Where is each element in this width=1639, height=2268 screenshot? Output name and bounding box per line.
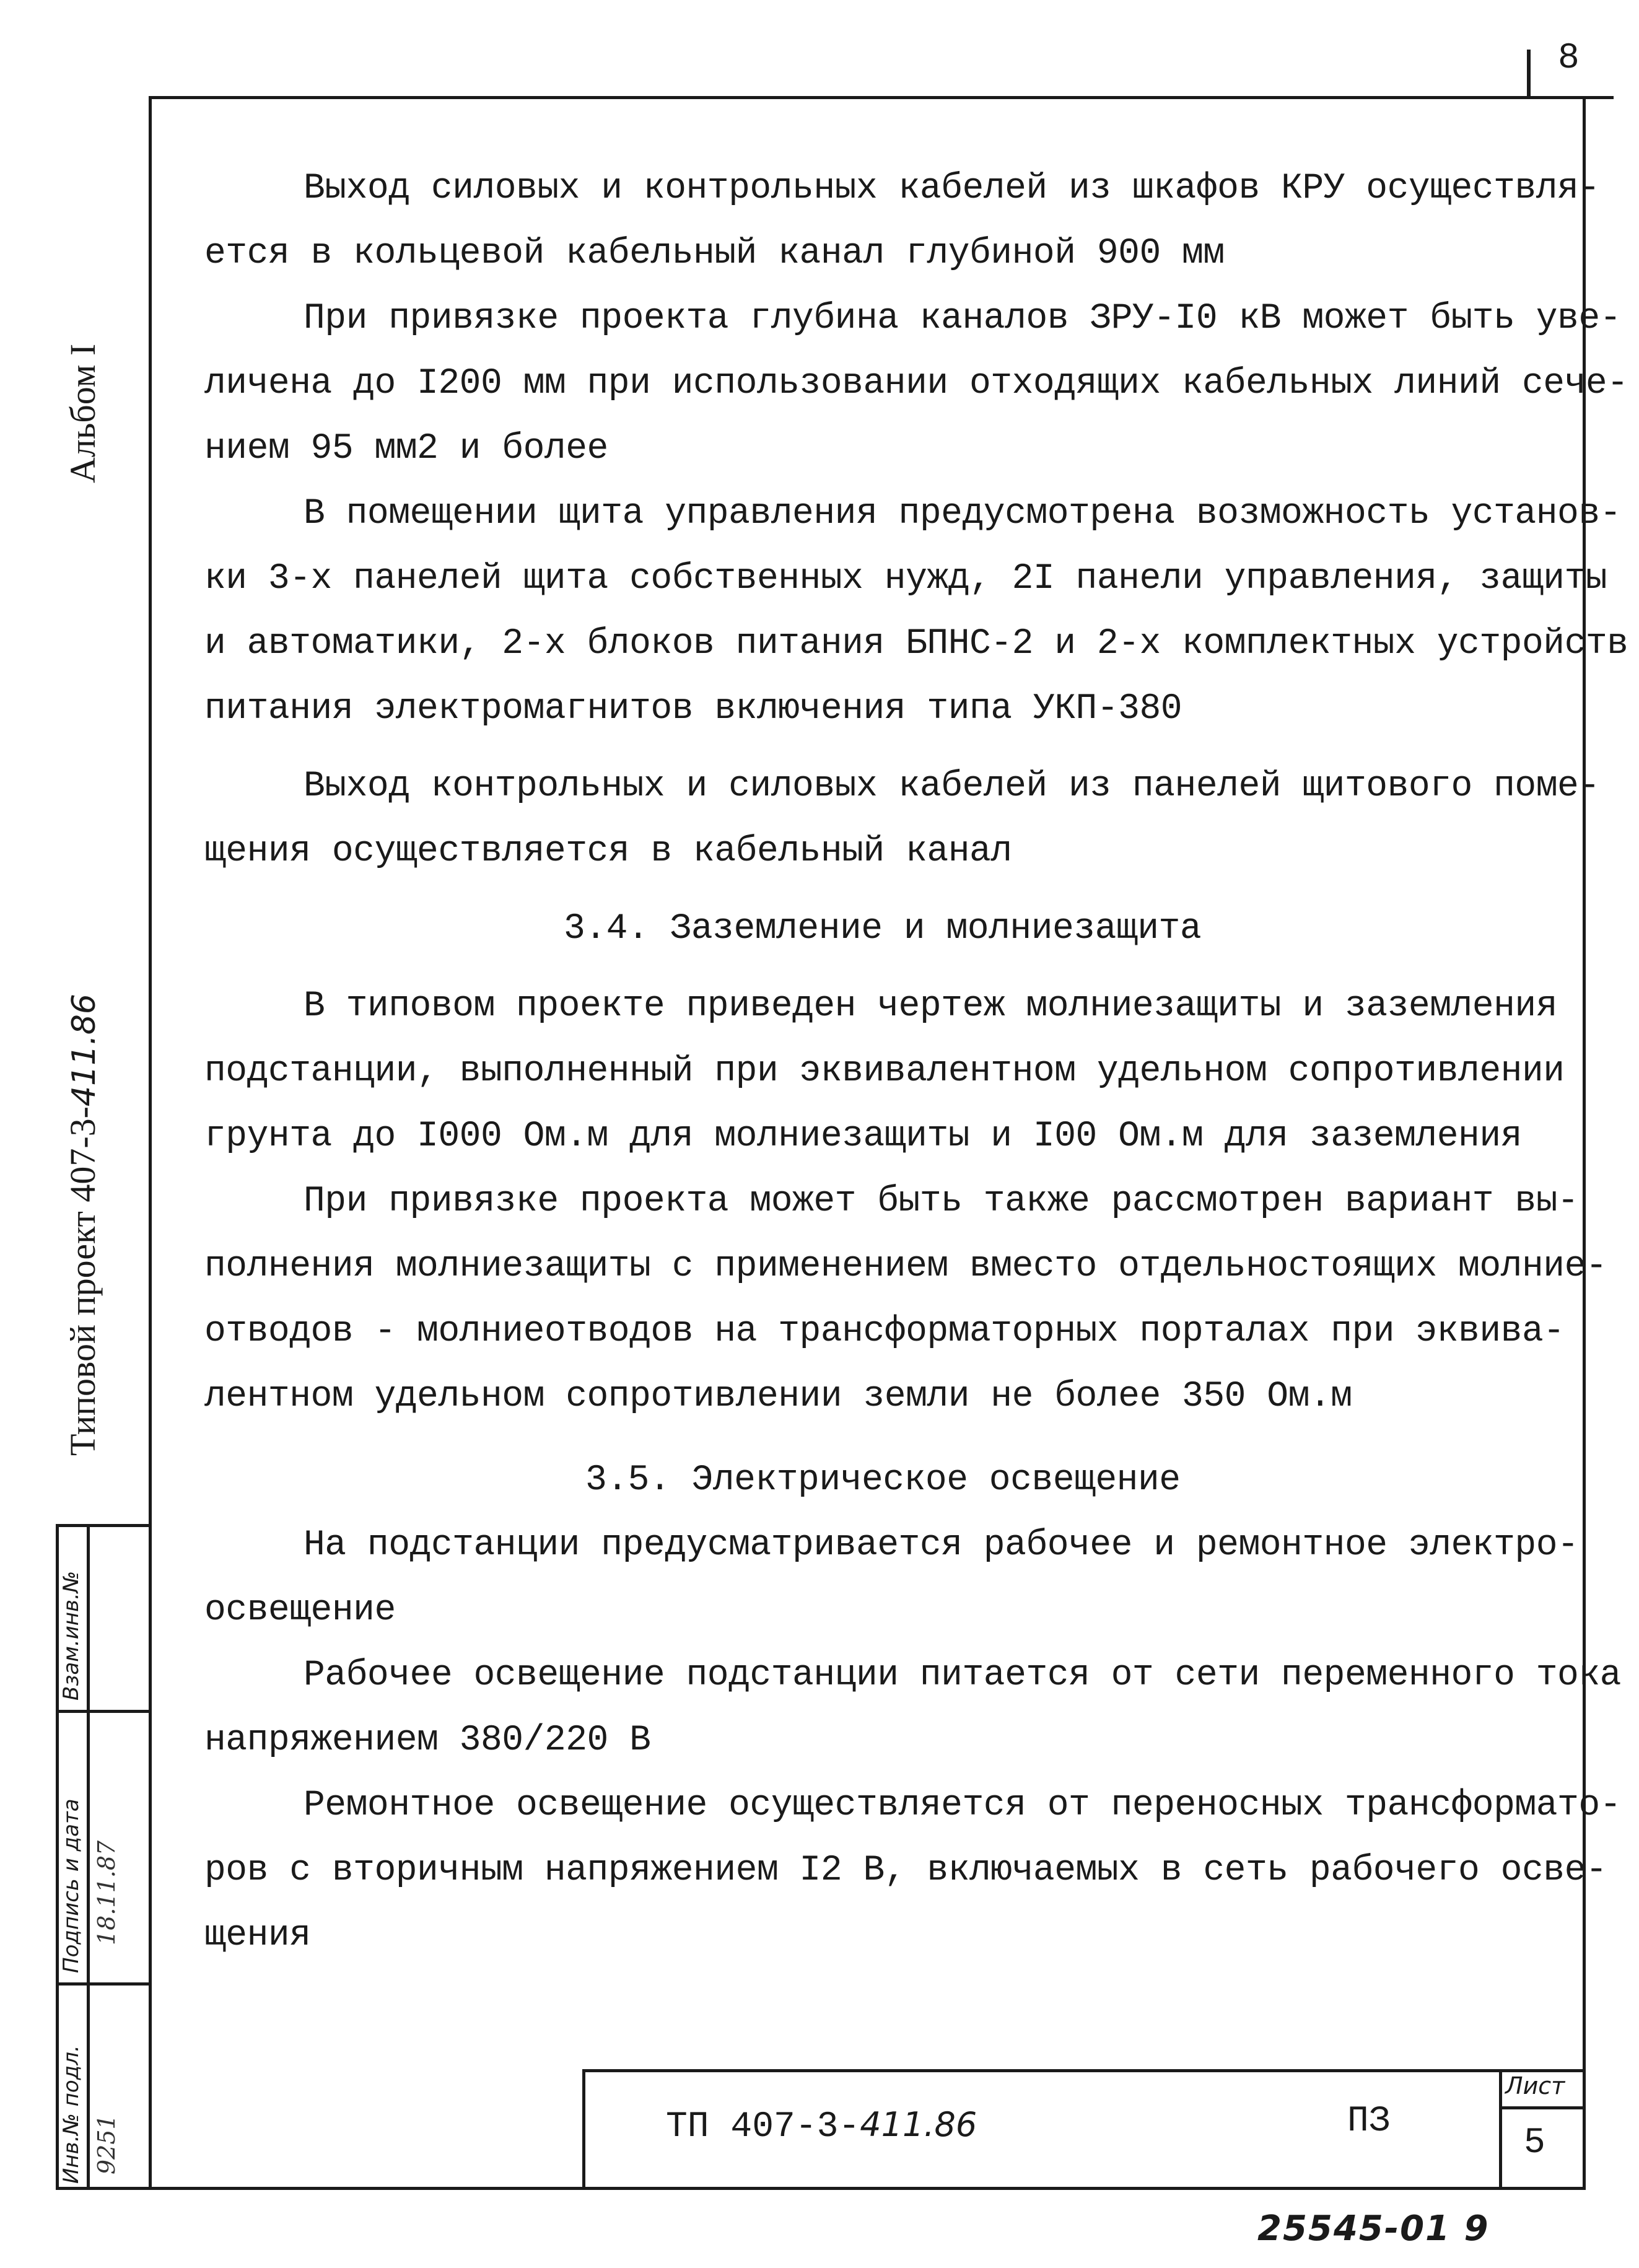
project-printed: Типовой проект 407-3- — [63, 1106, 103, 1456]
body-line: ров с вторичным напряжением I2 В, включаемых в сеть рабочего осве- — [204, 1850, 1607, 1891]
title-code-printed: ТП 407-3- — [666, 2107, 860, 2147]
body-line: лентном удельном сопротивлении земли не более 350 Ом.м — [204, 1377, 1352, 1417]
stamp-divider — [59, 1710, 149, 1713]
body-line: Рабочее освещение подстанции питается от сети переменного тока — [304, 1655, 1621, 1696]
frame-top-extension — [1583, 96, 1614, 99]
body-line: На подстанции предусматривается рабочее и ремонтное электро- — [304, 1525, 1579, 1565]
body-line: освещение — [204, 1590, 396, 1631]
title-code-handwritten: 411.86 — [860, 2105, 977, 2144]
body-line: и автоматики, 2-х блоков питания БПНС-2 и 2-х комплектных устройств — [204, 624, 1628, 664]
sheet-box-divider — [1499, 2106, 1583, 2109]
body-line: Ремонтное освещение осуществляется от переносных трансформато- — [304, 1785, 1621, 1826]
body-line: грунта до I000 Ом.м для молниезащиты и I00 Ом.м для заземления — [204, 1116, 1522, 1157]
body-line: В типовом проекте приведен чертеж молниезащиты и заземления — [304, 986, 1558, 1027]
stamp-signature-handwritten: 18.11.87 — [93, 1840, 120, 1945]
body-line: напряжением 380/220 В — [204, 1720, 651, 1761]
project-handwritten: 411.86 — [66, 994, 103, 1107]
body-line: ется в кольцевой кабельный канал глубиной 900 мм — [204, 234, 1225, 274]
body-line: При привязке проекта может быть также рассмотрен вариант вы- — [304, 1181, 1579, 1222]
page-number-tick — [1527, 50, 1531, 99]
body-line: щения — [204, 1916, 311, 1956]
body-line: подстанции, выполненный при эквивалентном удельном сопротивлении — [204, 1051, 1565, 1092]
stamp-divider — [87, 1527, 90, 2187]
body-line: Выход контрольных и силовых кабелей из панелей щитового поме- — [304, 766, 1600, 807]
body-line: личена до I200 мм при использовании отходящих кабельных линий сече- — [204, 364, 1628, 404]
body-line: полнения молниезащиты с применением вместо отдельностоящих молние- — [204, 1246, 1607, 1287]
section-heading-3-4: 3.4. Заземление и молниезащита — [564, 909, 1202, 949]
body-line: ки 3-х панелей щита собственных нужд, 2I панели управления, защиты — [204, 559, 1607, 599]
title-block-code — [666, 2103, 977, 2149]
project-label — [62, 994, 103, 1456]
title-block-doc-type: ПЗ — [1347, 2101, 1391, 2142]
stamp-inv-label: Инв.№ подл. — [59, 2045, 84, 2184]
page-number: 8 — [1558, 38, 1580, 79]
stamp-signature-label: Подпись и дата — [59, 1798, 84, 1973]
body-line: нием 95 мм2 и более — [204, 429, 608, 469]
body-line: Выход силовых и контрольных кабелей из шкафов КРУ осуществля- — [304, 169, 1600, 209]
album-label: Альбом I — [63, 343, 103, 483]
body-line: В помещении щита управления предусмотрена возможность установ- — [304, 494, 1621, 534]
section-heading-3-5: 3.5. Электрическое освещение — [585, 1460, 1181, 1500]
body-line: При привязке проекта глубина каналов ЗРУ-I0 кВ может быть уве- — [304, 299, 1621, 339]
sheet-label: Лист — [1505, 2072, 1565, 2099]
stamp-divider — [59, 1982, 149, 1986]
inventory-number: 25545-01 9 — [1257, 2209, 1490, 2249]
body-line: щения осуществляется в кабельный канал — [204, 831, 1012, 872]
stamp-inv-handwritten: 9251 — [93, 2114, 120, 2174]
body-line: питания электромагнитов включения типа УКП-380 — [204, 689, 1182, 729]
stamp-replacement-label: Взам.инв.№ — [59, 1570, 84, 1701]
sheet-number: 5 — [1524, 2123, 1545, 2163]
body-line: отводов - молниеотводов на трансформаторных порталах при эквива- — [204, 1311, 1565, 1352]
